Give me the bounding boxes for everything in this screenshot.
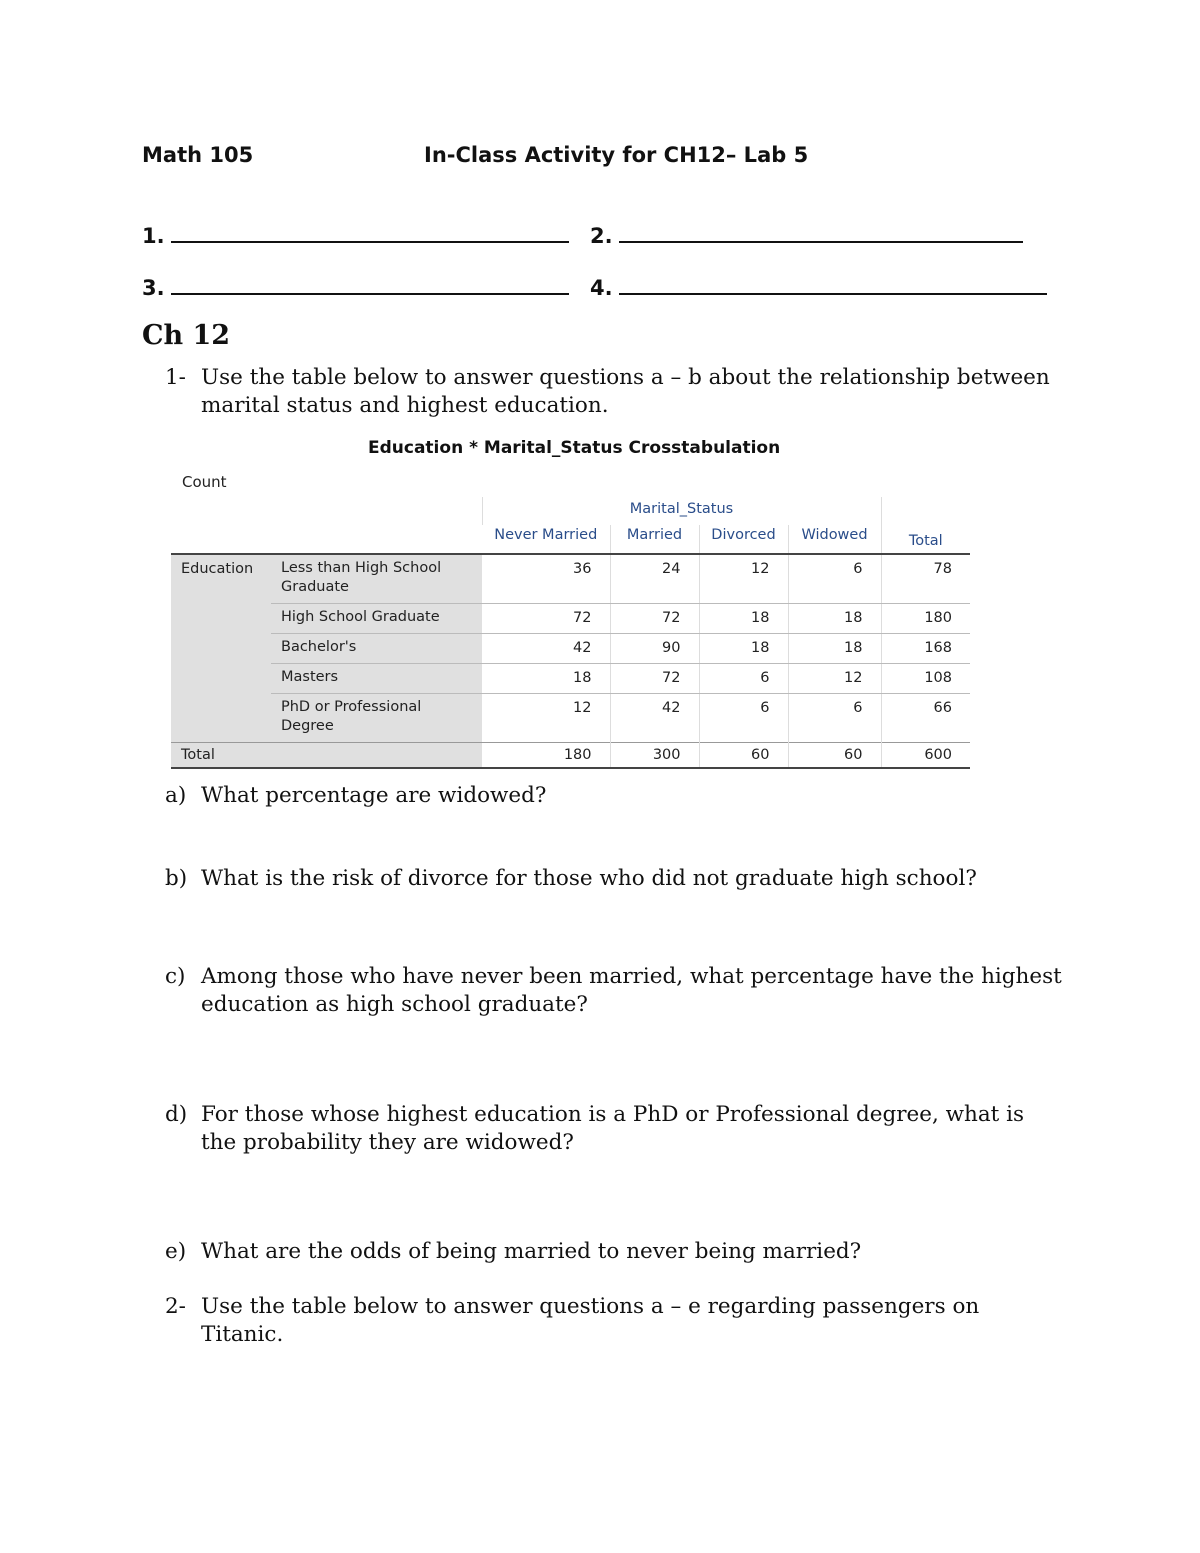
cell: 72	[610, 604, 699, 634]
subquestion-letter: d)	[165, 1102, 188, 1127]
cell: 42	[610, 694, 699, 743]
subquestion-text: What is the risk of divorce for those who did not graduate high school?	[201, 866, 977, 891]
cell: 72	[610, 664, 699, 694]
question-2-number: 2-	[165, 1294, 186, 1319]
column-header-row	[171, 525, 970, 554]
course-name: Math 105	[142, 143, 254, 167]
blank-line-1[interactable]	[171, 223, 569, 243]
subquestion-text: For those whose highest education is a PhD or Professional degree, what is the probability they are widowed?	[201, 1102, 1025, 1155]
subquestion-b	[165, 865, 1065, 893]
subquestion-text: What are the odds of being married to never being married?	[201, 1239, 862, 1264]
cell-total: 66	[881, 694, 970, 743]
question-1-number: 1-	[165, 365, 186, 390]
cell-total: 78	[881, 554, 970, 604]
total-row	[171, 743, 970, 769]
cell: 6	[788, 554, 881, 604]
table-row	[171, 694, 970, 743]
subquestion-text: Among those who have never been married, what percentage have the highest education as high school graduate?	[201, 964, 1062, 1017]
cell: 6	[699, 694, 788, 743]
cell: 18	[699, 634, 788, 664]
total-column-header: Total	[881, 497, 970, 554]
cell: 90	[610, 634, 699, 664]
table-title: Education * Marital_Status Crosstabulation	[368, 438, 781, 458]
table-row	[171, 664, 970, 694]
subquestion-text: What percentage are widowed?	[201, 783, 547, 808]
document-header	[142, 143, 809, 167]
row-label: Less than High School Graduate	[271, 554, 482, 604]
blank-line-4[interactable]	[619, 275, 1047, 295]
cell-total: 168	[881, 634, 970, 664]
cell: 6	[788, 694, 881, 743]
cell: 42	[482, 634, 610, 664]
cell: 18	[482, 664, 610, 694]
question-2-text: Use the table below to answer questions a – e regarding passengers on Titanic.	[201, 1294, 980, 1347]
blank-line-2[interactable]	[619, 223, 1023, 243]
col-header-divorced: Divorced	[699, 525, 788, 554]
total-row-label: Total	[171, 743, 482, 769]
row-label: Bachelor's	[271, 634, 482, 664]
cell-total: 108	[881, 664, 970, 694]
subquestion-d	[165, 1101, 1065, 1157]
cell: 24	[610, 554, 699, 604]
cell-grand-total: 600	[881, 743, 970, 769]
subquestion-letter: c)	[165, 964, 186, 989]
cell-total: 180	[881, 604, 970, 634]
table-row	[171, 634, 970, 664]
name-blank-row-2	[142, 275, 613, 300]
subquestion-e	[165, 1238, 1065, 1266]
row-label: PhD or Professional Degree	[271, 694, 482, 743]
cell: 36	[482, 554, 610, 604]
blank-line-3[interactable]	[171, 275, 569, 295]
subquestion-letter: b)	[165, 866, 188, 891]
cell: 72	[482, 604, 610, 634]
cell: 18	[788, 604, 881, 634]
table-row	[171, 604, 970, 634]
name-blank-row-1	[142, 223, 613, 248]
cell: 12	[699, 554, 788, 604]
subquestion-letter: e)	[165, 1239, 187, 1264]
marital-status-header: Marital_Status	[482, 497, 881, 525]
question-1-text: Use the table below to answer questions a – b about the relationship between marital status and highest education.	[201, 365, 1050, 418]
cell: 180	[482, 743, 610, 769]
blank-label-4: 4.	[590, 276, 613, 300]
cell: 12	[788, 664, 881, 694]
row-group-label: Education	[171, 554, 271, 743]
col-header-married: Married	[610, 525, 699, 554]
col-header-widowed: Widowed	[788, 525, 881, 554]
activity-title: In-Class Activity for CH12– Lab 5	[424, 143, 809, 167]
group-header-row	[171, 497, 970, 525]
blank-label-3: 3.	[142, 276, 165, 300]
count-label: Count	[182, 473, 227, 491]
subquestion-letter: a)	[165, 783, 187, 808]
question-2	[165, 1293, 1065, 1349]
cell: 300	[610, 743, 699, 769]
cell: 12	[573, 700, 592, 716]
row-label: High School Graduate	[271, 604, 482, 634]
col-header-never-married: Never Married	[494, 527, 598, 543]
crosstab-table	[171, 497, 970, 769]
question-1	[165, 364, 1065, 420]
cell: 60	[699, 743, 788, 769]
blank-label-1: 1.	[142, 224, 165, 248]
cell: 6	[699, 664, 788, 694]
table-row	[171, 554, 970, 604]
blank-label-2: 2.	[590, 224, 613, 248]
cell: 18	[788, 634, 881, 664]
subquestion-a	[165, 782, 1065, 810]
row-label: Masters	[271, 664, 482, 694]
cell: 18	[699, 604, 788, 634]
cell: 60	[788, 743, 881, 769]
subquestion-c	[165, 963, 1065, 1019]
chapter-heading: Ch 12	[142, 320, 231, 351]
